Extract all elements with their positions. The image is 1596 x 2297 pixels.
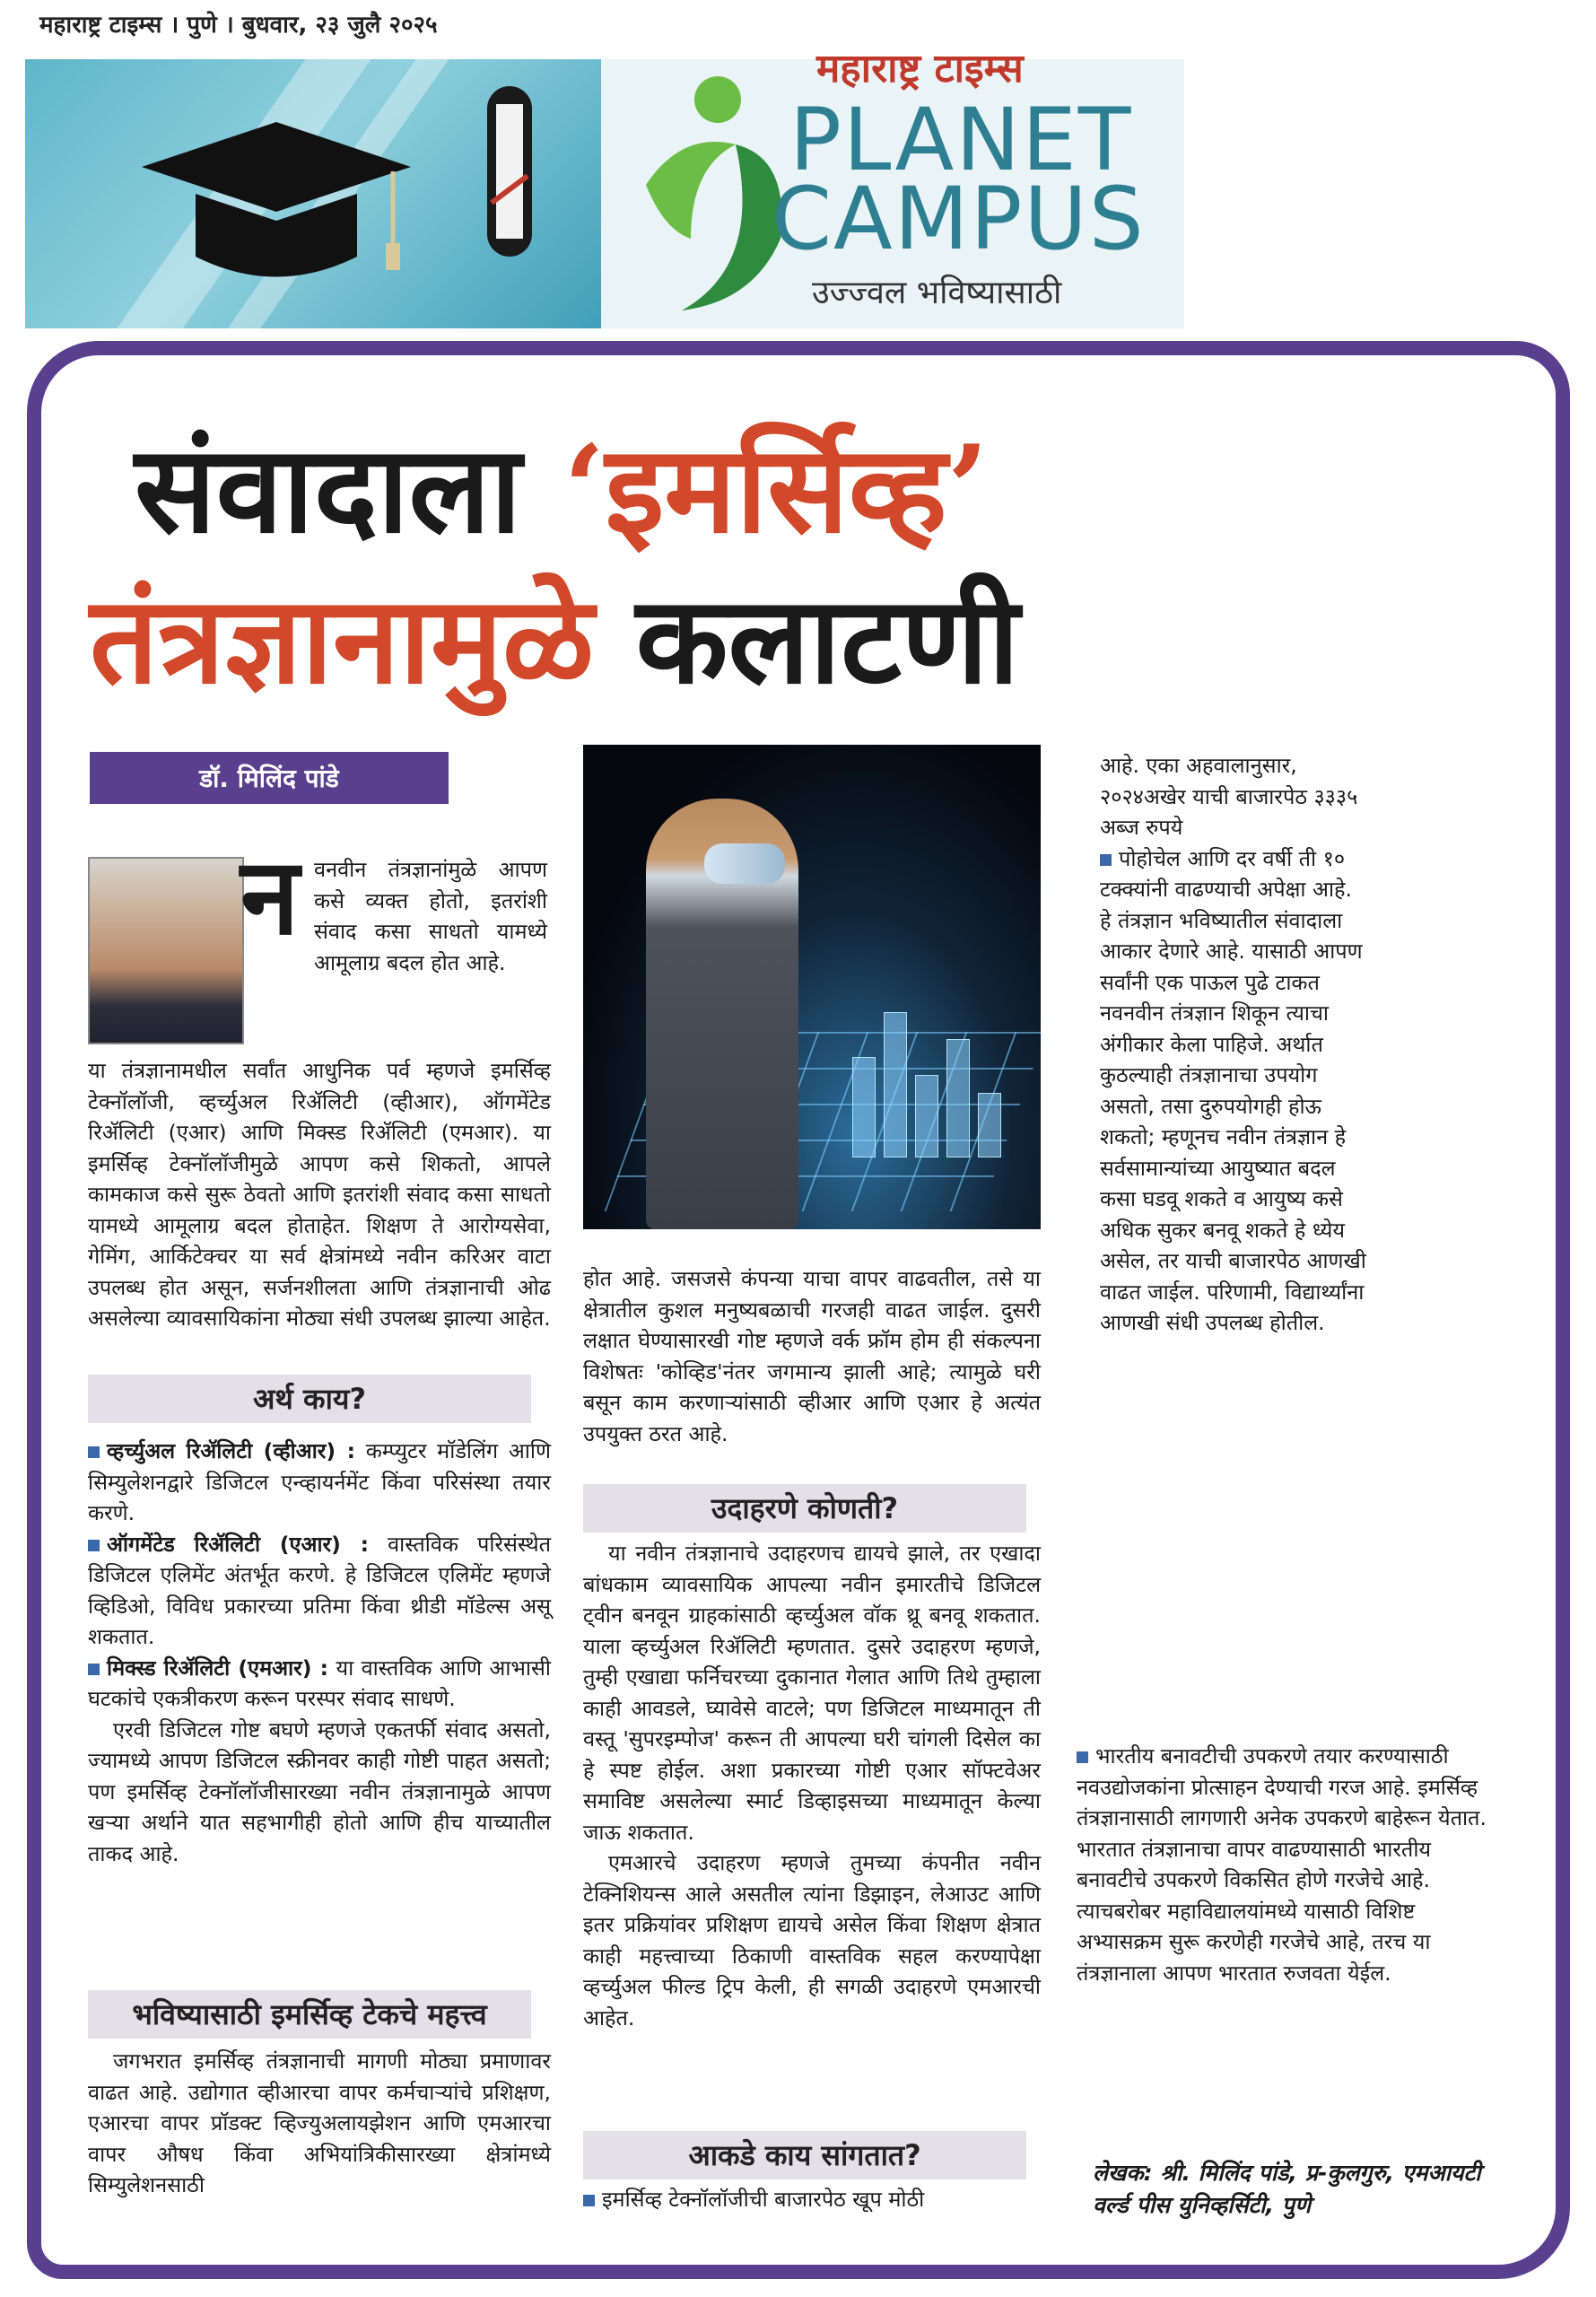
drop-cap: न	[240, 834, 300, 958]
examples-paragraph-1: या नवीन तंत्रज्ञानाचे उदाहरणच द्यायचे झाले, तर एखादा बांधकाम व्यावसायिक आपल्या नवीन इमारतीचे डिजिटल ट्वीन बनवून ग्राहकांसाठी व्हर्च्युअल वॉक थ्रू बनवू शकतात. याला व्हर्च्युअल रिॲलिटी म्हणतात. दुसरे उदाहरण म्हणजे, तुम्ही एखाद्या फर्निचरच्या दुकानात गेलात आणि तिथे तुम्हाला काही आवडले, घ्यावेसे वाटले; पण डिजिटल माध्यमातून ती वस्तू 'सुपरइम्पोज' करून ती आपल्या घरी चांगली दिसेल का हे स्पष्ट होईल. अशा प्रकारच्या गोष्टी एआर सॉफ्टवेअर समाविष्ट असलेल्या स्मार्ट डिव्हाइसच्या माध्यमातून केल्या जाऊ शकतात.	[583, 1541, 1041, 1845]
definition-term: ऑगमेंटेड रिॲलिटी (एआर) :	[107, 1531, 370, 1557]
graduation-cap-icon	[124, 95, 420, 310]
stat-continued: आहे. एका अहवालानुसार, २०२४अखेर याची बाजारपेठ ३३३५ अब्ज रुपये	[1100, 753, 1358, 840]
stat-item-indian-devices	[1077, 1741, 1498, 1988]
definition-term: व्हर्च्युअल रिॲलिटी (व्हीआर) :	[107, 1438, 355, 1463]
headline-text: कलाटणी	[594, 569, 1020, 711]
subhead-statistics: आकडे काय सांगतात?	[583, 2131, 1026, 2179]
examples-section	[583, 1538, 1041, 2033]
subhead-future-importance: भविष्यासाठी इमर्सिव्ह टेकचे महत्त्व	[88, 1990, 531, 2039]
bullet-icon	[583, 2195, 595, 2206]
definition-text: वास्तविक परिसंस्थेत डिजिटल एलिमेंट अंतर्भूत करणे. हे डिजिटल एलिमेंट म्हणजे व्हिडिओ, विविध प्रकारच्या प्रतिमा किंवा थ्रीडी मॉडेल्स असू शकतात.	[88, 1531, 551, 1649]
author-photo	[88, 857, 244, 1044]
engagement-paragraph: एरवी डिजिटल गोष्ट बघणे म्हणजे एकतर्फी संवाद असतो, ज्यामध्ये आपण डिजिटल स्क्रीनवर काही गोष्टी पाहत असतो; पण इमर्सिव्ह टेक्नॉलॉजीसारख्या नवीन तंत्रज्ञानामुळे आपण खऱ्या अर्थाने यात सहभागीही होतो आणि हीच याच्यातील ताकद आहे.	[88, 1716, 551, 1866]
bullet-icon	[88, 1540, 100, 1551]
bullet-icon	[1077, 1751, 1088, 1763]
hologram-building	[946, 1039, 970, 1157]
logo-publication-name: महाराष्ट्र टाइम्स	[816, 46, 1024, 92]
logo-tagline: उज्ज्वल भविष्यासाठी	[812, 275, 1062, 311]
headline-line1	[135, 404, 989, 567]
definition-item	[88, 1529, 551, 1653]
stat-item	[1100, 843, 1369, 1339]
intro-paragraph-a: वनवीन तंत्रज्ञानांमुळे आपण कसे व्यक्त होतो, इतरांशी संवाद कसा साधतो यामध्ये आमूलाग्र बदल होत आहे.	[314, 857, 547, 975]
headline-text: संवादाला	[135, 418, 563, 560]
hologram-building	[915, 1075, 938, 1157]
graduation-banner	[25, 59, 608, 328]
stat-text: इमर्सिव्ह टेक्नॉलॉजीची बाजारपेठ खूप मोठी	[602, 2187, 925, 2212]
definition-item	[88, 1653, 551, 1715]
intro-paragraph-b: या तंत्रज्ञानामधील सर्वांत आधुनिक पर्व म्हणजे इमर्सिव्ह टेक्नॉलॉजी, व्हर्च्युअल रिॲलिटी (व्हीआर), ऑगमेंटेड रिॲलिटी (एआर) आणि मिक्स्ड रिॲलिटी (एमआर). या इमर्सिव्ह टेक्नॉलॉजीमुळे आपण कसे शिकतो, आपले कामकाज कसे सुरू ठेवतो आणि इतरांशी संवाद कसा साधतो यामध्ये आमूलाग्र बदल होताहेत. शिक्षण ते आरोग्यसेवा, गेमिंग, आर्किटेक्चर या सर्व क्षेत्रांमध्ये नवीन करिअर वाटा उपलब्ध होत असून, सर्जनशीलता आणि तंत्रज्ञानाची ओढ असलेल्या व्यावसायिकांना मोठ्या संधी उपलब्ध झाल्या आहेत.	[88, 1058, 551, 1331]
stat-item-start	[583, 2184, 1041, 2215]
author-credit: लेखक: श्री. मिलिंद पांडे, प्र-कुलगुरु, एमआयटी वर्ल्ड पीस युनिव्हर्सिटी, पुणे	[1093, 2160, 1481, 2218]
logo-campus-text: CAMPUS	[772, 169, 1146, 269]
headline-highlight: तंत्रज्ञानामुळे	[90, 569, 594, 711]
logo-planet-text: PLANET	[789, 90, 1133, 190]
definition-item	[88, 1436, 551, 1529]
examples-paragraph-2: एमआरचे उदाहरण म्हणजे तुमच्या कंपनीत नवीन टेक्निशियन्स आले असतील त्यांना डिझाइन, लेआउट आणि इतर प्रक्रियांवर प्रशिक्षण द्यायचे असेल किंवा शिक्षण क्षेत्रात काही महत्त्वाच्या ठिकाणी वास्तविक सहल करण्यापेक्षा व्हर्च्युअल फील्ड ट्रिप केली, ही सगळी उदाहरणे एमआरची आहेत.	[583, 1850, 1041, 2031]
stat-text: भारतीय बनावटीची उपकरणे तयार करण्यासाठी नवउद्योजकांना प्रोत्साहन देण्याची गरज आहे. इमर्सिव्ह तंत्रज्ञानासाठी लागणारी अनेक उपकरणे बाहेरून येतात. भारतात तंत्रज्ञानाचा वापर वाढण्यासाठी भारतीय बनावटीचे उपकरणे विकसित होणे गरजेचे आहे. त्याचबरोबर महाविद्यालयांमध्ये यासाठी विशिष्ट अभ्यासक्रम सुरू करणेही गरजेचे आहे, तरच या तंत्रज्ञानाला आपण भारतात रुजवता येईल.	[1077, 1743, 1487, 1986]
vr-headset-icon	[704, 843, 785, 884]
bullet-icon	[88, 1664, 100, 1675]
definition-term: मिक्स्ड रिॲलिटी (एमआर) :	[107, 1655, 329, 1681]
definition-text: कम्प्युटर मॉडेलिंग आणि सिम्युलेशनद्वारे डिजिटल एन्व्हायर्नमेंट किंवा परिसंस्था तयार करणे.	[88, 1438, 551, 1525]
subhead-meaning: अर्थ काय?	[88, 1375, 531, 1423]
hologram-building	[978, 1093, 1001, 1157]
vr-headset-woman-image	[583, 745, 1041, 1229]
definitions-list	[88, 1436, 551, 1869]
stat-text: पोहोचेल आणि दर वर्षी ती १० टक्क्यांनी वाढण्याची अपेक्षा आहे. हे तंत्रज्ञान भविष्यातील संवादाला आकार देणारे आहे. यासाठी आपण सर्वांनी एक पाऊल पुढे टाकत नवनवीन तंत्रज्ञान शिकून त्याचा अंगीकार केला पाहिजे. अर्थात कुठल्याही तंत्रज्ञानाचा उपयोग असतो, तसा दुरुपयोगही होऊ शकतो; म्हणूनच नवीन तंत्रज्ञान हे सर्वसामान्यांच्या आयुष्यात बदल कसा घडवू शकते व आयुष्य कसे अधिक सुकर बनवू शकते हे ध्येय असेल, तर याची बाजारपेठ आणखी वाढत जाईल. परिणामी, विद्यार्थ्यांना आणखी संधी उपलब्ध होतील.	[1100, 845, 1366, 1335]
headline-highlight: ‘इमर्सिव्ह’	[563, 418, 990, 560]
subhead-examples: उदाहरणे कोणती?	[583, 1484, 1026, 1533]
column2-top-paragraph: होत आहे. जसजसे कंपन्या याचा वापर वाढवतील, तसे या क्षेत्रातील कुशल मनुष्यबळाची गरजही वाढत जाईल. दुसरी लक्षात घेण्यासारखी गोष्ट म्हणजे वर्क फ्रॉम होम ही संकल्पना विशेषतः 'कोव्हिड'नंतर जगमान्य झाली आहे; त्यामुळे घरी बसून काम करणाऱ्यांसाठी व्हीआर आणि एआर हे अत्यंत उपयुक्त ठरत आहे.	[583, 1266, 1041, 1446]
bullet-icon	[1100, 854, 1112, 866]
headline-line2	[90, 555, 1019, 718]
statistics-column	[1100, 750, 1369, 1339]
bullet-icon	[88, 1446, 100, 1458]
hologram-building	[852, 1057, 876, 1157]
diploma-scroll-icon	[456, 77, 563, 284]
hologram-building	[884, 1012, 907, 1157]
future-paragraph: जगभरात इमर्सिव्ह तंत्रज्ञानाची मागणी मोठ्या प्रमाणावर वाढत आहे. उद्योगात व्हीआरचा वापर कर्मचाऱ्यांचे प्रशिक्षण, एआरचा वापर प्रॉडक्ट व्हिज्युअलायझेशन आणि एमआरचा वापर औषध किंवा अभियांत्रिकीसारख्या क्षेत्रांमध्ये सिम्युलेशनसाठी	[88, 2048, 551, 2197]
byline: डॉ. मिलिंद पांडे	[90, 752, 449, 804]
definition-text: या वास्तविक आणि आभासी घटकांचे एकत्रीकरण करून परस्पर संवाद साधणे.	[88, 1655, 551, 1711]
dateline: महाराष्ट्र टाइम्स । पुणे । बुधवार, २३ जुलै २०२५	[39, 12, 438, 39]
